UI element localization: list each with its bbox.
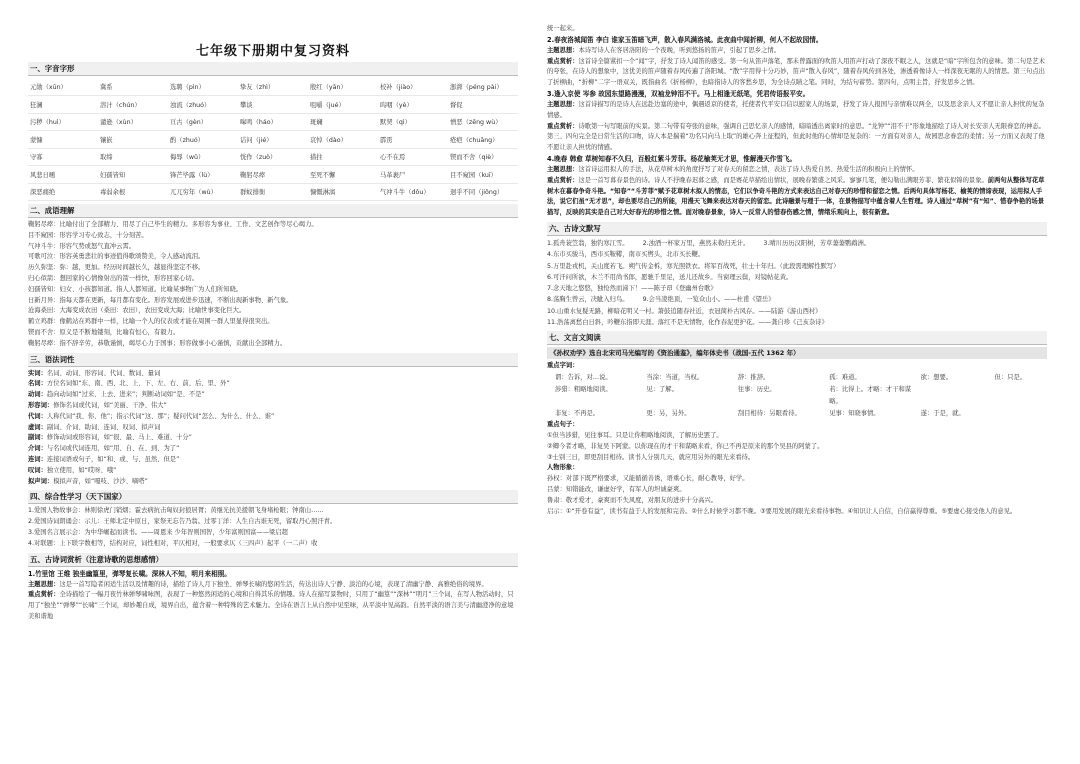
grammar-key: 介词：: [28, 445, 47, 453]
vocab-cell: 霹雳: [378, 131, 448, 149]
vocab-cell: 侮辱（wǔ）: [168, 148, 238, 166]
recitation-part: 5.万里赴戎机，关山度若飞。朔气传金柝，寒光照铁衣。将军百战死，壮士十年归。（此段需理解性默写）: [547, 262, 840, 270]
label: 重点赏析：: [547, 57, 579, 65]
keyword-item: 辞：推辞。: [737, 374, 770, 382]
poem-3-title: 3.逢入京使 岑参 故园东望路漫漫，双袖龙钟泪不干。马上相逢无纸笔，凭君传语报平安。: [547, 89, 810, 98]
keyword-row: [555, 372, 1047, 384]
text: 这是一首写隐者闲适生活以及情趣的诗，描绘了诗人月下独坐、弹琴长啸的悠闲生活，传达出诗人宁静、淡泊的心境，表现了清幽宁静、高雅绝俗的境界。: [59, 580, 488, 588]
vocab-cell: 锲而不舍（qiè）: [448, 148, 518, 166]
grammar-value: 修饰动词或形容词，如“很、最、马上、难道、十分”: [46, 434, 192, 442]
idiom-item: 日新月异：指每天都在更新，每月都有变化。形容发展或进步迅速，不断出现新事物、新气象。: [28, 296, 293, 304]
label: 重点赏析：: [28, 591, 60, 599]
keyword-row: [555, 384, 1047, 408]
text: 诗歌第一句写眼前的实景。第二句带有夸张的意味，强调自己思忆亲人的感情，暗暗透出离家时的意思。“龙钟”“泪不干”形象地描绘了诗人对长安亲人无限眷恋的神态。第三、四句完全是日常生活的口吻，诗人本是揣着“功名只向马上取”的雄心奔上征程的，但此时他的心情却是复杂的：一方面有对亲人，故园思念眷恋的柔情；另一方面又表现了他不愿让亲人担忧的情感。: [547, 122, 1045, 152]
poem-3-theme: [547, 100, 1047, 122]
grammar-key: 名词：: [28, 380, 47, 388]
grammar-item: [28, 412, 518, 423]
section-heading-4: 四、综合性学习（天下国家）: [28, 490, 518, 504]
section-heading-7: 七、文言文阅读: [547, 331, 1047, 345]
grammar-key: 拟声词：: [28, 477, 54, 485]
text: 这首诗描写的是诗人在远赴边塞的途中，偶遇返京的使者，托使者代平安口信以慰家人的场景，抒发了诗人报国与亲情难以两全，以及思念亲人又不愿让亲人担忧的复杂情感。: [547, 100, 1045, 119]
vocab-cell: 哀悼（dào）: [308, 131, 378, 149]
section-heading-6: 六、古诗文默写: [547, 222, 1047, 236]
text: 本诗写诗人在客居洛阳的一个夜晚，听到悠扬的笛声，引起了思乡之情。: [578, 46, 780, 54]
vocab-cell: 挚友（zhì）: [238, 78, 308, 96]
vocab-cell: 至死不懈: [308, 166, 378, 184]
label: 主题思想：: [547, 46, 579, 54]
comprehensive-list: [28, 506, 518, 549]
keyword-item: 但：只是。: [994, 374, 1027, 382]
recitation-item: [547, 272, 1047, 283]
character-item: 孙权：对部下既严格要求，又能循循善诱，语重心长，耐心教导，好学。: [547, 475, 749, 483]
grammar-value: 修饰名词或代词，如“美丽、干净、伟大”: [53, 401, 167, 409]
keywords-title: 重点字词：: [547, 362, 579, 370]
characters-title: 人物形象：: [547, 464, 579, 472]
keyword-item: 当涂：当道，当权。: [646, 374, 704, 382]
grammar-value: 副词、介词、助词、连词、叹词、拟声词: [46, 423, 161, 431]
idiom-item: 鞠躬尽瘁：指不辞辛劳，恭敬谨慎，竭尽心力于国事；形容做事小心谨慎，贡献出全部精力。: [28, 339, 287, 347]
keyword-item: 遂：于是，就。: [920, 410, 965, 418]
character-item: 鲁肃：敬才爱才，豪爽而不失风度，对朋友的进步十分高兴。: [547, 496, 718, 504]
keyword-item: 刮目相待：另眼看待。: [737, 410, 801, 418]
grammar-key: 代词：: [28, 412, 47, 420]
vocab-cell: 呜咽（yè）: [378, 96, 448, 114]
recitation-item: [547, 249, 1047, 260]
idiom-item: 历久弥坚：弥：越，更加。经历时间越长久，越显得坚定不移。: [28, 264, 205, 272]
poem-1-title: 1.竹里馆 王维 独坐幽篁里，弹琴复长啸。深林人不知，明月来相照。: [28, 569, 231, 578]
grammar-value: 人称代词“我、你、他”；指示代词“这、那”；疑问代词“怎么、为什么、什么、谁”: [46, 412, 275, 420]
recitation-part: 3.晴川历历汉阳树，芳草萋萋鹦鹉洲。: [763, 239, 871, 247]
recitation-part: 2.浊酒一杯家万里，燕然未勒归无计。: [642, 239, 750, 247]
sentence-item: ①但当涉猎，见往事耳。只是让你粗略地阅读，了解历史罢了。: [547, 431, 723, 439]
idiom-item: 气冲斗牛：形容气势或怒气直冲云霄。: [28, 242, 136, 250]
idiom-item: 妇孺皆知：妇女、小孩都知道。指人人都知道。比喻某事物广为人们所知晓。: [28, 285, 243, 293]
grammar-item: [28, 423, 518, 434]
section-heading-1: 一、字音字形: [28, 62, 518, 76]
vocab-cell: 污秽（huì）: [28, 113, 98, 131]
keyword-item: 见：了解。: [646, 386, 678, 394]
text: 这首诗运用拟人的手法，从花草树木的角度抒写了对春天的留恋之情，表达了诗人热爱自然、热爱生活的积极向上的情怀。: [578, 165, 919, 173]
vocab-row: [28, 166, 518, 184]
grammar-key: 形容词：: [28, 401, 54, 409]
grammar-value: 名词、动词、形容词、代词、数词、量词: [46, 369, 161, 377]
left-column: [28, 0, 518, 764]
vocab-cell: 选聘（pìn）: [168, 78, 238, 96]
recitation-part: 9.会当凌绝顶，一览众山小。——杜甫《望岳》: [642, 296, 775, 304]
keyword-item: 往事：历史。: [737, 386, 776, 394]
grammar-item: [28, 444, 518, 455]
page-title: 七年级下册期中复习资料: [195, 44, 350, 59]
recitation-item: [547, 294, 1047, 305]
vocab-cell: 群蚁排衙: [238, 183, 308, 201]
grammar-item: [28, 433, 518, 444]
vocab-cell: 亘古（gèn）: [168, 113, 238, 131]
grammar-list: [28, 369, 518, 488]
keyword-item: 若：比得上。才略：才干和谋略。: [829, 386, 912, 406]
vocab-table: [28, 78, 518, 201]
recitation-part: 10.山重水复疑无路，柳暗花明又一村。箫鼓追随春社近，衣冠简朴古风存。——陆游《游山西村》: [547, 307, 822, 315]
vocab-cell: 妇孺皆知: [98, 166, 168, 184]
recitation-item: [547, 306, 1047, 317]
poem-1-appreciation: [28, 590, 518, 622]
vocab-cell: 酌（zhuó）: [168, 131, 238, 149]
vocab-row: [28, 148, 518, 166]
grammar-key: 实词：: [28, 369, 47, 377]
idiom-item: 锲而不舍：原义是不断地镂刻，比喻有恒心，有毅力。: [28, 328, 180, 336]
vocab-cell: 措拄: [308, 148, 378, 166]
vocab-cell: 斑斓: [308, 113, 378, 131]
recitation-item: [547, 317, 1047, 328]
poem-3-appreciation: [547, 122, 1047, 154]
grammar-item: [28, 390, 518, 401]
vocab-cell: 迥乎不同（jiǒng）: [448, 183, 518, 201]
grammar-item: [28, 466, 518, 477]
keyword-item: 欲：想要。: [920, 374, 953, 382]
recitation-item: [547, 238, 1047, 249]
recitation-part: 7.念天地之悠悠，独怆然而涕下！——陈子昂《登幽州台歌》: [547, 285, 717, 293]
keyword-item: 非复：不再是。: [555, 410, 600, 418]
vocab-cell: 殷红（yān）: [308, 78, 378, 96]
vocab-row: [28, 183, 518, 201]
comp-item: 2.爱国诗词朗诵会：示儿：王师北定中原日，家祭无忘告乃翁。过零丁洋：人生自古谁无死，留取丹心照汗青。: [28, 518, 337, 526]
recitation-part: 1.孤舟蓑笠翁，独钓寒江雪。: [547, 239, 629, 247]
grammar-key: 虚词：: [28, 423, 47, 431]
recitation-list: [547, 238, 1047, 328]
grammar-item: [28, 379, 518, 390]
vocab-cell: 马革裹尸: [378, 166, 448, 184]
vocab-cell: 慷慨淋漓: [308, 183, 378, 201]
keyword-item: 涉猎：粗略地阅读。: [555, 386, 612, 394]
idiom-item: 鹤立鸡群：像鹤站在鸡群中一样，比喻一个人的仪表或才能在周围一群人里显得很突出。: [28, 318, 274, 326]
poem-2-title: 2.春夜洛城闻笛 李白 谁家玉笛暗飞声，散入春风满洛城。此夜曲中闻折柳，何人不起故园情。: [547, 35, 823, 44]
comp-item: 4.对联题：上下联字数相等，结构对应，词性相对，平仄相对，一般要求仄（三四声）起平（一二声）收: [28, 539, 318, 547]
vocab-cell: 咀嚼（jué）: [308, 96, 378, 114]
poem-1-theme: [28, 580, 518, 591]
grammar-value: 方位名词如“东、南、西、北、上、下、左、右、前、后、里、外”: [46, 380, 230, 388]
vocab-cell: 气冲斗牛（dǒu）: [378, 183, 448, 201]
sentence-item: ②卿今者才略，非复吴下阿蒙。以你现在的才干和谋略来看，你已不再是原来的那个吴县的阿蒙了。: [547, 442, 824, 450]
poem-2-theme: [547, 46, 1047, 57]
vocab-cell: 守寡: [28, 148, 98, 166]
vocab-cell: 溶汁（chún）: [98, 96, 168, 114]
recitation-item: [547, 283, 1047, 294]
character-list: [547, 474, 1047, 517]
recitation-part: 8.荡胸生曾云，决眦入归鸟。: [547, 296, 629, 304]
keyword-item: 孤：难道。: [829, 374, 861, 382]
vocab-row: [28, 96, 518, 114]
vocab-row: [28, 113, 518, 131]
vocab-cell: 攀谈: [238, 96, 308, 114]
vocab-cell: 谴逊（xùn）: [98, 113, 168, 131]
grammar-key: 叹词：: [28, 466, 47, 474]
vocab-cell: 镶嵌: [98, 131, 168, 149]
text-bold: 前两句从整体写花草树木在暮春争奇斗艳。“知春”“斗芳菲”赋予花草树木拟人的情态，它们以争奇斗艳的方式来表达自己对春天的珍惜和留恋之情。后两句具体写杨花、榆荚的情谛表现，运用拟人手法，说它们虽“无才思”，却也要尽自己的所能，用漫天飞舞来表达对春天的留恋。此诗融景与理于一体，在景物描写中蕴含着人生哲理。诗人通过“草树”有“知”、惜春争艳的场景描写，反映的其实是自己对大好春光的珍惜之情。面对晚春景象，诗人一反常人的惜春伤感之情，情绪乐观向上，很有新意。: [547, 176, 1045, 217]
vocab-cell: 澎湃（péng pài）: [448, 78, 518, 96]
label: 主题思想：: [547, 165, 579, 173]
vocab-cell: 心不在焉: [378, 148, 448, 166]
grammar-key: 动词：: [28, 391, 47, 399]
idiom-item: 归心似箭：想回家的心情像射出的箭一样快，形容回家心切。: [28, 274, 199, 282]
idiom-item: 沧海桑田：大海变成农田（桑田：农田），农田变成大海；比喻世事变化巨大。: [28, 307, 246, 315]
label: 主题思想：: [28, 580, 60, 588]
comp-item: 1.爱国人物故事会：林则徐虎门销烟；霍去病抗击匈奴封狼居胥；黄继光抗美援朝飞身堵枪眼；钟南山……: [28, 507, 324, 515]
vocab-cell: 督促: [448, 96, 518, 114]
keyword-item: 更：另，另外。: [646, 410, 691, 418]
comp-item: 3.爱国名言展示会：为中华崛起而读书。——周恩来 少年智则国智，少年富则国富——梁启超: [28, 528, 288, 536]
grammar-item: [28, 455, 518, 466]
vocab-cell: 恍作（zuò）: [238, 148, 308, 166]
keyword-item: 谓：告诉，对…说。: [555, 374, 612, 382]
section-heading-5: 五、古诗词赏析（注意诗歌的思想感情）: [28, 553, 518, 567]
vocab-cell: 取缔: [98, 148, 168, 166]
sentence-list: [547, 431, 1047, 463]
vocab-cell: 目不窥园（kuī）: [448, 166, 518, 184]
vocab-row: [28, 78, 518, 96]
vocab-cell: 浊流（zhuó）: [168, 96, 238, 114]
vocab-cell: 锋芒毕露（lù）: [168, 166, 238, 184]
poem-4-title: 4.晚春 韩愈 草树知春不久归，百般红紫斗芳菲。杨花榆荚无才思，惟解漫天作雪飞。: [547, 154, 797, 163]
vocab-cell: 元勋（xūn）: [28, 78, 98, 96]
grammar-item: [28, 401, 518, 412]
poem-4-theme: [547, 165, 1047, 176]
grammar-value: 连接词语或句子，如“和、或、与、虽然、但是”: [46, 455, 180, 463]
vocab-row: [28, 131, 518, 149]
text: 这首诗全篇紧扣一个“闻”字，抒发了诗人闻笛的感受。第一句从笛声落笔，那未曾露面的吹笛人用笛声打动了深夜不眠之人，这就是“暗”字所包含的意味。第二句是艺术的夸张，在诗人的想象中，这优美的笛声随着春风传遍了洛阳城。“散”字用得十分巧妙，笛声“散入春风”，随着春风传到各处，渗透着像诗人一样深夜无眠的人的情思。第三句点出了折柳曲，“折柳”二字一语双关，既指曲名《折杨柳》，也暗指诗人的客愁乡思，为全诗点睛之笔。同时，为结句蓄势。第四句，点明主旨，抒发思乡之情。: [547, 57, 1045, 87]
idiom-item: 目不窥园：形容学习专心致志，十分刻苦。: [28, 231, 148, 239]
section-heading-2: 二、成语理解: [28, 204, 518, 218]
vocab-cell: 风悲日曛: [28, 166, 98, 184]
vocab-cell: 校补（jiào）: [378, 78, 448, 96]
idiom-item: 鞠躬尽瘁：比喻付出了全部精力、用尽了自己毕生的精力。多形容为事业、工作、文艺创作等尽心竭力。: [28, 221, 318, 228]
label: 重点赏析：: [547, 122, 579, 130]
vocab-cell: 毒弱余根: [98, 183, 168, 201]
grammar-value: 趋向动词如“过来、上去、进来”；判断动词如“是、不是”: [46, 391, 205, 399]
keyword-item: 见事：知晓事情。: [829, 410, 880, 418]
idiom-item: 可歌可泣：形容英勇悲壮的事迹值得歌颂赞美，令人感动流泪。: [28, 253, 205, 261]
grammar-key: 副词：: [28, 434, 47, 442]
vocab-cell: 蒙慷: [28, 131, 98, 149]
sentence-item: ③士别三日，即更刮目相待。读书人分别几天，就应用另外的眼光来看待。: [547, 453, 755, 461]
text: 这是一首写暮春景色的诗。诗人不抒晚春迟暮之感，而是赛花草描绘出情状，展晚春繁盛之风采。寥寥几笔，便勾勒出满眼芳菲、繁花似锦的景象。: [578, 176, 988, 184]
vocab-cell: 狂澜: [28, 96, 98, 114]
vocab-cell: 兀兀穷年（wù）: [168, 183, 238, 201]
recitation-part: 11.浩荡离愁白日斜，吟鞭东指即天涯。落红不是无情物，化作春泥更护花。——龚自珍《己亥杂诗》: [547, 319, 828, 327]
grammar-value: 独立使用，如“哎呀、哦”: [46, 466, 117, 474]
keywords-grid: [547, 372, 1047, 420]
vocab-cell: 默契（qì）: [378, 113, 448, 131]
recitation-item: [547, 261, 1047, 272]
poem-4-appreciation: [547, 176, 1047, 219]
grammar-value: 与名词或代词连用，如“用、自、在、到、为了”: [46, 445, 180, 453]
source-banner: 《孙权劝学》选自北宋司马光编写的《资治通鉴》，编年体史书（战国-五代 1362 年）: [547, 347, 1047, 359]
label: 主题思想：: [547, 100, 579, 108]
right-column: [547, 0, 1047, 764]
text: 全诗描绘了一幅月夜竹林弹琴啸咏图，表现了一种悠然闲适的心境和自得其乐的情趣。诗人在描写景物时，只用了“幽篁”“深林”“明月”三个词，在写人物活动时，只用了“独坐”“弹琴”“长啸”三个词，却妙趣自成，境界自出，蕴含着一种特殊的艺术魅力。全诗在语言上从自然中见至味，从平淡中见高韵。自然平淡的语言美与清幽澄净的意境美和谐地: [28, 591, 514, 620]
grammar-key: 连词：: [28, 455, 47, 463]
character-item: 启示：①“开卷有益”，读书有益于人的发展和完善。②什么时候学习都不晚。③要用发展的眼光来看待事物。④知识让人自信，自信赢得尊重。⑤要虚心接受他人的意见。: [547, 507, 1017, 515]
continuation-text: 统一起来。: [547, 25, 579, 32]
grammar-item: [28, 369, 518, 380]
keyword-row: [555, 408, 1047, 420]
character-item: 吕蒙：知错能改，谦虚好学，有军人的坦诚豪爽。: [547, 485, 686, 493]
recitation-part: 6.可汗问所欲，木兰不用尚书郎，愿驰千里足，送儿还故乡。当窗理云鬓，对镜帖花黄。: [547, 273, 793, 281]
grammar-item: [28, 477, 518, 488]
poem-2-appreciation: [547, 57, 1047, 89]
vocab-cell: 嗥鸣（háo）: [238, 113, 308, 131]
idiom-list: [28, 220, 518, 350]
vocab-cell: 疮疤（chuāng）: [448, 131, 518, 149]
vocab-cell: 鞠躬尽瘁: [238, 166, 308, 184]
sentences-title: 重点句子：: [547, 421, 579, 429]
section-heading-3: 三、语法词性: [28, 353, 518, 367]
vocab-cell: 深恶痛绝: [28, 183, 98, 201]
vocab-cell: 诘问（jié）: [238, 131, 308, 149]
vocab-cell: 憎恶（zēng wù）: [448, 113, 518, 131]
recitation-part: 4.东市买骏马，西市买鞍鞯，南市买辔头，北市买长鞭。: [547, 251, 705, 259]
grammar-value: 模拟声音，如“嘎吱、沙沙、嘀嗒”: [53, 477, 148, 485]
label: 重点赏析：: [547, 176, 579, 184]
vocab-cell: 冀系: [98, 78, 168, 96]
